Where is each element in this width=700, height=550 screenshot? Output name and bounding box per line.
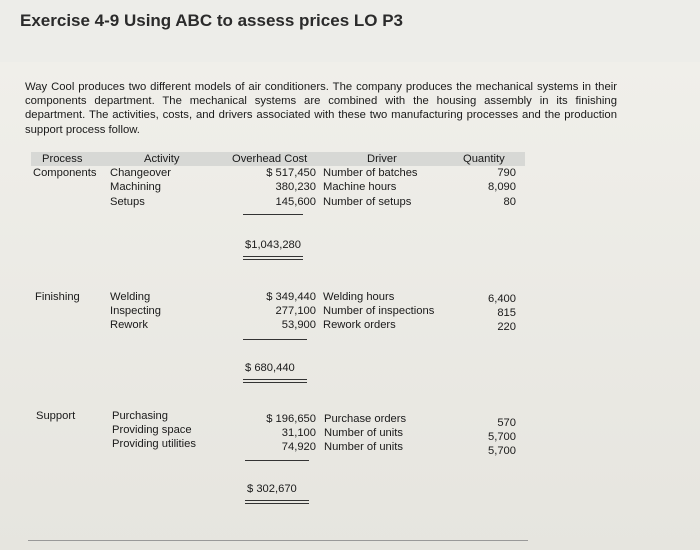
page-bottom-rule [28, 540, 528, 541]
header-overhead-cost: Overhead Cost [232, 153, 308, 165]
cost-cell: 145,600 [275, 196, 316, 208]
double-rule [243, 382, 307, 383]
driver-cell: Number of inspections [323, 305, 435, 317]
activity-cell: Inspecting [110, 305, 161, 317]
quantity-cell: 790 [497, 167, 516, 179]
driver-cell: Number of units [324, 427, 403, 439]
cost-cell: $ 517,450 [266, 167, 316, 179]
driver-cell: Number of setups [323, 196, 412, 208]
activity-cell: Providing utilities [112, 438, 196, 450]
process-label: Support [36, 410, 76, 422]
driver-cell: Rework orders [323, 319, 396, 331]
group-total: $ 680,440 [245, 362, 295, 374]
double-rule [243, 379, 307, 380]
cost-cell: $ 196,650 [266, 413, 316, 425]
driver-cell: Welding hours [323, 291, 395, 303]
header-quantity: Quantity [463, 153, 505, 165]
quantity-cell: 815 [497, 307, 516, 319]
process-label: Components [33, 167, 97, 179]
header-driver: Driver [367, 153, 397, 165]
cost-cell: 277,100 [275, 305, 316, 317]
quantity-cell: 8,090 [488, 181, 516, 193]
double-rule [245, 500, 309, 501]
title-bar [0, 0, 700, 62]
double-rule [245, 503, 309, 504]
cost-cell: 31,100 [281, 427, 316, 439]
cost-cell: $ 349,440 [266, 291, 316, 303]
driver-cell: Number of batches [323, 167, 418, 179]
driver-cell: Machine hours [323, 181, 397, 193]
process-label: Finishing [35, 291, 80, 303]
activity-cell: Machining [110, 181, 161, 193]
activity-cell: Changeover [110, 167, 171, 179]
quantity-cell: 5,700 [488, 445, 516, 457]
driver-cell: Purchase orders [324, 413, 407, 425]
activity-cell: Rework [110, 319, 148, 331]
group-total: $ 302,670 [247, 483, 297, 495]
quantity-cell: 5,700 [488, 431, 516, 443]
subtotal-rule [243, 339, 307, 340]
activity-cell: Providing space [112, 424, 192, 436]
cost-cell: 53,900 [281, 319, 316, 331]
intro-paragraph: Way Cool produces two different models of air conditioners. The company produces the mechanical systems in their components department. The mechanical systems are combined with the housing assembly in its finishing department. The activities, costs, and drivers associated with these two manufacturing processes and the production support process follow. [25, 81, 617, 136]
activity-cell: Setups [110, 196, 145, 208]
header-activity: Activity [144, 153, 180, 165]
double-rule [243, 259, 303, 260]
cost-cell: 74,920 [281, 441, 316, 453]
subtotal-rule [243, 214, 303, 215]
group-total: $1,043,280 [245, 239, 301, 251]
quantity-cell: 220 [497, 321, 516, 333]
quantity-cell: 6,400 [488, 293, 516, 305]
activity-cell: Welding [110, 291, 151, 303]
activity-cell: Purchasing [112, 410, 168, 422]
driver-cell: Number of units [324, 441, 403, 453]
header-process: Process [42, 153, 83, 165]
subtotal-rule [245, 460, 309, 461]
exercise-title: Exercise 4-9 Using ABC to assess prices LO P3 [20, 11, 403, 30]
cost-cell: 380,230 [275, 181, 316, 193]
quantity-cell: 80 [503, 196, 516, 208]
quantity-cell: 570 [497, 417, 516, 429]
double-rule [243, 256, 303, 257]
